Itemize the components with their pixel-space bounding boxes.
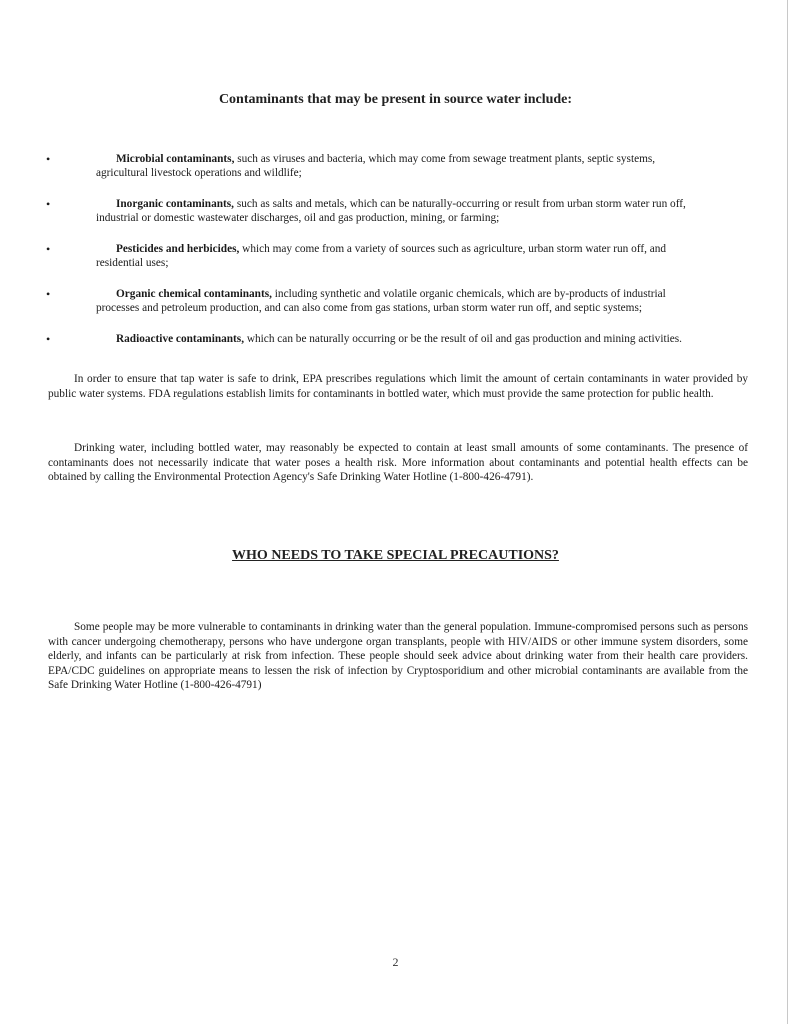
list-item-first-line [96,332,746,346]
contaminant-term: Microbial contaminants, [116,153,235,165]
contaminant-term: Organic chemical contaminants, [116,288,272,300]
list-item-second-line: industrial or domestic wastewater discharges, oil and gas production, mining, or farming; [96,212,500,224]
scan-edge-divider [787,0,788,1024]
list-item-second-line: residential uses; [96,257,169,269]
list-item-radioactive [46,332,746,346]
contaminant-description: such as viruses and bacteria, which may come from sewage treatment plants, septic systems, [237,153,656,165]
list-item-microbial [46,152,746,180]
list-item-first-line [96,197,746,211]
paragraph-precautions: Some people may be more vulnerable to contaminants in drinking water than the general population. Immune-compromised persons such as persons with cancer undergoing chemotherapy, persons who have undergone organ transplants, people with HIV/AIDS or other immune system disorders, some elderly, and infants can be particularly at risk from infection. These people should seek advice about drinking water from their health care providers. EPA/CDC guidelines on appropriate means to lessen the risk of infection by Cryptosporidium and other microbial contaminants are available from the Safe Drinking Water Hotline (1-800-426-4791) [48,621,748,691]
contaminant-term: Radioactive contaminants, [116,333,245,345]
bullet-icon: • [46,332,51,346]
contaminants-heading: Contaminants that may be present in source water include: [218,92,573,107]
list-item-pesticides [46,242,746,270]
page-number: 2 [392,955,399,969]
list-item-second-line: agricultural livestock operations and wildlife; [96,167,302,179]
contaminant-description: such as salts and metals, which can be naturally-occurring or result from urban storm water run off, [236,198,686,210]
contaminant-description: which may come from a variety of sources such as agriculture, urban storm water run off, and [242,243,667,255]
contaminant-description: including synthetic and volatile organic chemicals, which are by-products of industrial [274,288,666,300]
list-item-organic [46,287,746,315]
bullet-icon: • [46,152,51,166]
special-precautions-heading: WHO NEEDS TO TAKE SPECIAL PRECAUTIONS? [232,548,559,563]
list-item-first-line [96,287,746,301]
list-item-first-line [96,242,746,256]
bullet-icon: • [46,197,51,211]
contaminant-term: Pesticides and herbicides, [116,243,240,255]
paragraph-regulations: In order to ensure that tap water is safe to drink, EPA prescribes regulations which limit the amount of certain contaminants in water provided by public water systems. FDA regulations establish limits for contaminants in bottled water, which must provide the same protection for public health. [48,373,748,400]
list-item-first-line [96,152,746,166]
bullet-icon: • [46,242,51,256]
contaminant-description: which can be naturally occurring or be the result of oil and gas production and mining activities. [246,333,682,345]
list-item-second-line: processes and petroleum production, and can also come from gas stations, urban storm water run off, and septic systems; [96,302,642,314]
contaminant-term: Inorganic contaminants, [116,198,234,210]
contaminants-list [46,152,746,346]
bullet-icon: • [46,287,51,301]
list-item-inorganic [46,197,746,225]
paragraph-drinking-water: Drinking water, including bottled water, may reasonably be expected to contain at least small amounts of some contaminants. The presence of contaminants does not necessarily indicate that water poses a health risk. More information about contaminants and potential health effects can be obtained by calling the Environmental Protection Agency's Safe Drinking Water Hotline (1-800-426-4791). [48,442,748,483]
